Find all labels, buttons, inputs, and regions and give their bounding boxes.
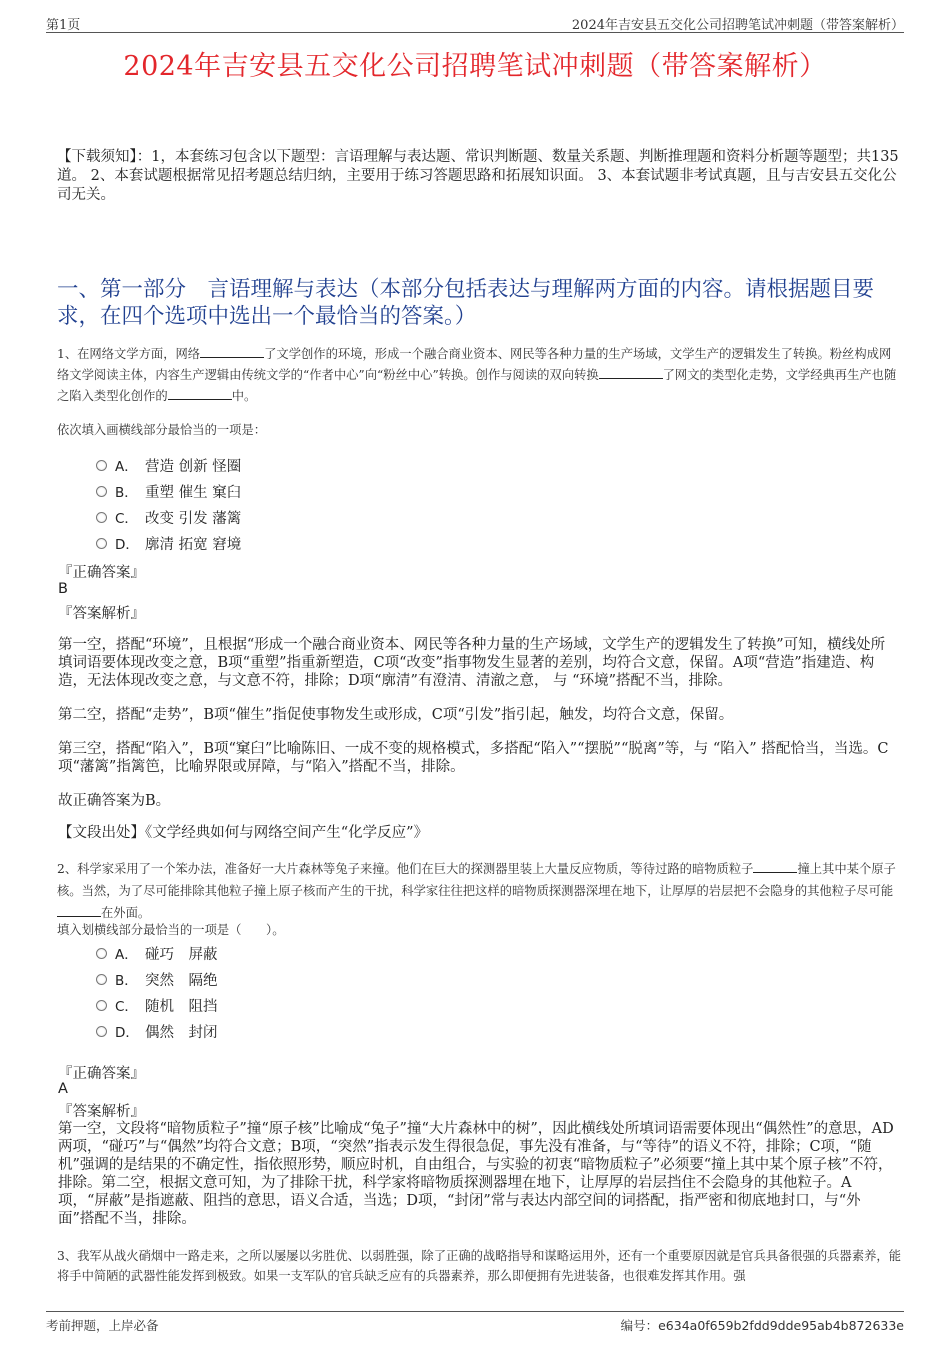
question-2-options bbox=[96, 940, 218, 1044]
blank-line bbox=[57, 904, 101, 917]
question-1-stem: 1、在网络文学方面，网络 了文学创作的环境，形成一个融合商业资本、网民等各种力量的生产场域，文学生产的逻辑发生了转换。粉丝构成网络文学阅读主体，内容生产逻辑由传统文学的“作者中心”向“粉丝中心”转换。创作与阅读的双向转换 了网文的类型化走势，文学经典再生产也随之陷入类型化创作的 中。 bbox=[57, 347, 897, 403]
question-3-stem: 3、我军从战火硝烟中一路走来，之所以屡屡以劣胜优、以弱胜强，除了正确的战略指导和谋略运用外，还有一个重要原因就是官兵具备很强的兵器素养，能将手中简陋的武器性能发挥到极致。如果一支军队的官兵缺乏应有的兵器素养，那么即便拥有先进装备，也很难发挥其作用。强 bbox=[57, 1249, 902, 1283]
analysis-paragraph: 第二空，搭配“走势”，B项“催生”指促使事物发生或形成，C项“引发”指引起，触发，均符合文意，保留。 bbox=[58, 707, 734, 723]
question-2-instruction: 填入划横线部分最恰当的一项是（ ）。 bbox=[57, 923, 285, 937]
download-notice: 【下载须知】：1，本套练习包含以下题型：言语理解与表达题、常识判断题、数量关系题、判断推理题和资料分析题等题型；共135道。 2、本套试题根据常见招考题总结归纳，主要用于练习答题思路和拓展知识面。 3、本套试题非考试真题，且与吉安县五交化公司无关。 bbox=[57, 149, 899, 203]
question-2-stem: 2、科学家采用了一个笨办法，准备好一大片森林等兔子来撞。他们在巨大的探测器里装上大量反应物质，等待过路的暗物质粒子 撞上其中某个原子核。当然，为了尽可能排除其他粒子撞上原子核而产生的干扰，科学家往往把这样的暗物质探测器深埋在地下，让厚厚的岩层把不会隐身的其他粒子尽可能在外面。 bbox=[57, 862, 896, 920]
header-doc-title: 2024年吉安县五交化公司招聘笔试冲刺题（带答案解析） bbox=[571, 18, 904, 33]
question-1-instruction: 依次填入画横线部分最恰当的一项是： bbox=[57, 423, 267, 437]
blank-line bbox=[168, 387, 232, 400]
option-c[interactable]: C． 随机 阻挡 bbox=[96, 992, 218, 1018]
radio-icon[interactable] bbox=[96, 512, 107, 523]
radio-icon[interactable] bbox=[96, 538, 107, 549]
page-footer bbox=[46, 1311, 904, 1334]
blank-line bbox=[753, 860, 797, 873]
blank-line bbox=[200, 345, 264, 358]
option-a[interactable]: A． 碰巧 屏蔽 bbox=[96, 940, 218, 966]
blank-line bbox=[599, 366, 663, 379]
option-d[interactable]: D． 偶然 封闭 bbox=[96, 1018, 218, 1044]
analysis-conclusion: 故正确答案为B。 bbox=[58, 793, 171, 809]
question-1-options bbox=[96, 452, 241, 556]
document-title: 2024年吉安县五交化公司招聘笔试冲刺题（带答案解析） bbox=[123, 51, 827, 82]
document-code: 编号：e634a0f659b2fdd9dde95ab4b872633e bbox=[620, 1318, 904, 1333]
radio-icon[interactable] bbox=[96, 1026, 107, 1037]
analysis-paragraph: 第一空，文段将“暗物质粒子”撞“原子核”比喻成“兔子”撞“大片森林中的树”，因此横线处所填词语需要体现出“偶然性”的意思，AD两项，“碰巧”与“偶然”均符合文意；B项，“突然”指表示发生得很急促，事先没有准备，与“等待”的语义不符，排除；C项，“随机”强调的是结果的不确定性，指依照形势，顺应时机，自由组合，与实验的初衷“暗物质粒子”必须要“撞上其中某个原子核”不符，排除。第二空，根据文意可知，为了排除干扰，科学家将暗物质探测器埋在地下，让厚厚的岩层挡住不会隐身的其他粒子。A项，“屏蔽”是指遮蔽、阻挡的意思，语义合适，当选；D项，“封闭”常与表达内部空间的词搭配，指严密和彻底地封口，与“外面”搭配不当，排除。 bbox=[58, 1121, 894, 1227]
option-a[interactable]: A． 营造 创新 怪圈 bbox=[96, 452, 241, 478]
page-number: 第1页 bbox=[46, 18, 81, 33]
answer-label: 『正确答案』 bbox=[58, 1066, 145, 1082]
correct-answer: A bbox=[58, 1081, 68, 1097]
option-d[interactable]: D． 廓清 拓宽 窘境 bbox=[96, 530, 241, 556]
option-c[interactable]: C． 改变 引发 藩篱 bbox=[96, 504, 241, 530]
footer-slogan: 考前押题，上岸必备 bbox=[46, 1318, 159, 1333]
radio-icon[interactable] bbox=[96, 948, 107, 959]
analysis-paragraph: 第一空，搭配“环境”，且根据“形成一个融合商业资本、网民等各种力量的生产场域，文学生产的逻辑发生了转换”可知，横线处所填词语要体现改变之意，B项“重塑”指重新塑造，C项“改变”指事物发生显著的差别，均符合文意，保留。A项“营造”指建造、构造，无法体现改变之意，与文意不符，排除；D项“廓清”有澄清、清澈之意， 与 “环境”搭配不当，排除。 bbox=[58, 637, 886, 689]
text-source: 【文段出处】《文学经典如何与网络空间产生“化学反应”》 bbox=[58, 825, 429, 841]
option-b[interactable]: B． 突然 隔绝 bbox=[96, 966, 218, 992]
analysis-label: 『答案解析』 bbox=[58, 1104, 145, 1120]
answer-label: 『正确答案』 bbox=[58, 565, 145, 581]
option-b[interactable]: B． 重塑 催生 窠臼 bbox=[96, 478, 241, 504]
radio-icon[interactable] bbox=[96, 1000, 107, 1011]
radio-icon[interactable] bbox=[96, 486, 107, 497]
section-title: 一、第一部分 言语理解与表达（本部分包括表达与理解两方面的内容。请根据题目要求，在四个选项中选出一个最恰当的答案。） bbox=[57, 277, 875, 329]
analysis-label: 『答案解析』 bbox=[58, 606, 145, 622]
analysis-paragraph: 第三空，搭配“陷入”，B项“窠臼”比喻陈旧、一成不变的规格模式，多搭配“陷入”“摆脱”“脱离”等，与 “陷入” 搭配恰当，当选。C项“藩篱”指篱笆，比喻界限或屏障，与“陷入”搭配不当，排除。 bbox=[58, 741, 889, 775]
page-header bbox=[46, 12, 904, 33]
radio-icon[interactable] bbox=[96, 460, 107, 471]
correct-answer: B bbox=[58, 581, 68, 597]
radio-icon[interactable] bbox=[96, 974, 107, 985]
